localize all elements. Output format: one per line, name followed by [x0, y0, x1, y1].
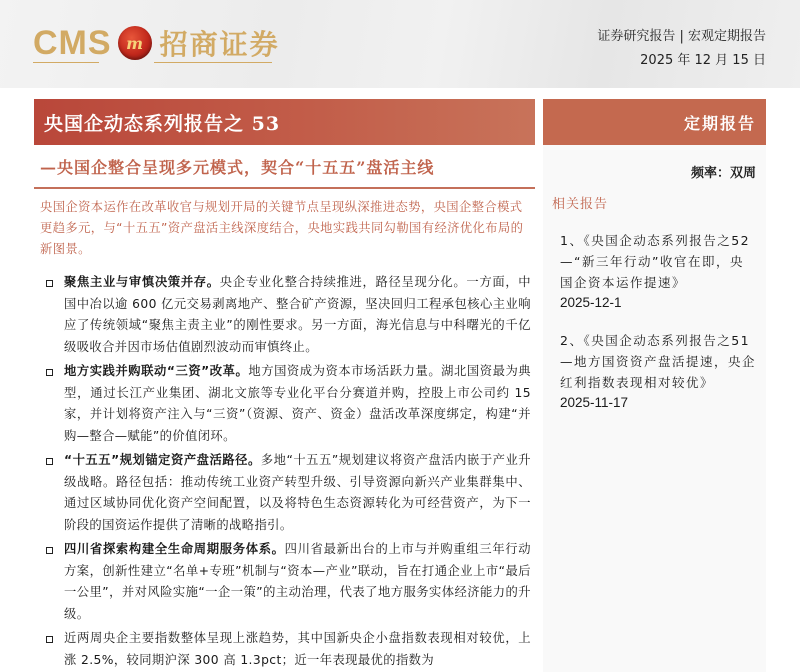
logo-latin-text: CMS: [33, 24, 112, 62]
key-point-heading: 四川省探索构建全生命周期服务体系。: [64, 542, 285, 556]
key-point-body: 四川省最新出台的上市与并购重组三年行动方案，创新性建立“名单+专班”机制与“资本—产业”联动，旨在打通企业上市“最后一公里”，并对风险实施“一企一策”的主动治理，代表了地方服务实体经济能力的升级。: [64, 542, 531, 621]
key-point-body: 央企专业化整合持续推进，路径呈现分化。一方面，中国中冶以逾 600 亿元交易剥离地产、整合矿产资源，坚决回归工程承包核心主业响应了传统领域“聚焦主责主业”的刚性要求。另一方面，海光信息与中科曙光的千亿级吸收合并因市场估值剧烈波动而审慎终止。: [64, 275, 531, 354]
key-point-body: 地方国资成为资本市场活跃力量。湖北国资最为典型，通过长江产业集团、湖北文旅等专业化平台分赛道并购，控股上市公司约 15 家，并计划将资产注入与“三资”（资源、资产、资金）盘活改革深度绑定，构建“并购—整合—赋能”的价值闭环。: [64, 364, 531, 443]
related-reports-heading: 相关报告: [552, 197, 609, 212]
report-meta: [597, 28, 766, 71]
sidebar-banner: [543, 99, 766, 145]
company-logo: [33, 22, 280, 64]
related-report-title[interactable]: 1、《央国企动态系列报告之52—“新三年行动”收官在即，央国企资本运作提速》: [560, 233, 751, 290]
key-point: [34, 628, 535, 671]
checkbox-bullet-icon: [46, 458, 53, 465]
related-report-date: 2025-12-1: [560, 295, 622, 310]
key-point-body: 多地“十五五”规划建议将资产盘活内嵌于产业升级战略。路径包括：推动传统工业资产转型升级、引导资源向新兴产业集群集中、通过区域协同优化资产空间配置，以及将特色生态资源转化为可经营资产，为下一阶段的国资运作提供了清晰的战略指引。: [64, 453, 531, 532]
key-point-heading: “十五五”规划锚定资产盘活路径。: [64, 453, 261, 467]
report-type: 证券研究报告 | 宏观定期报告: [597, 29, 766, 44]
main-column: [34, 99, 535, 672]
sidebar: [543, 99, 766, 672]
title-banner: [34, 99, 535, 145]
checkbox-bullet-icon: [46, 547, 53, 554]
related-report-item[interactable]: [560, 230, 756, 312]
logo-chinese-text: 招商证券: [159, 28, 280, 61]
checkbox-bullet-icon: [46, 636, 53, 643]
related-report-title[interactable]: 2、《央国企动态系列报告之51—地方国资资产盘活提速，央企红利指数表现相对较优》: [560, 333, 757, 390]
report-frequency: 频率：双周: [690, 166, 756, 181]
logo-badge-icon: m: [118, 26, 152, 60]
report-category: 定期报告: [683, 113, 756, 133]
logo-underline: [154, 62, 272, 63]
key-point: [34, 272, 535, 358]
page-subtitle: —央国企整合呈现多元模式，契合“十五五”盘活主线: [34, 145, 535, 189]
checkbox-bullet-icon: [46, 280, 53, 287]
key-points-list: [34, 272, 535, 671]
related-reports-list: [543, 230, 766, 412]
checkbox-bullet-icon: [46, 369, 53, 376]
report-date: 2025 年 12 月 15 日: [640, 53, 766, 68]
key-point-heading: 聚焦主业与审慎决策并存。: [64, 275, 220, 289]
report-header: [0, 0, 800, 88]
key-point: [34, 539, 535, 625]
logo-underline: [33, 62, 99, 63]
key-point: [34, 450, 535, 536]
summary-paragraph: 央国企资本运作在改革收官与规划开局的关键节点呈现纵深推进态势，央国企整合模式更趋多元，与“十五五”资产盘活主线深度结合，央地实践共同勾勒国有经济优化布局的新图景。: [40, 200, 524, 256]
key-point-body: 近两周央企主要指数整体呈现上涨趋势，其中国新央企小盘指数表现相对较优，上涨 2.5%，较同期沪深 300 高 1.3pct；近一年表现最优的指数为: [64, 631, 531, 667]
page-title: 央国企动态系列报告之 53: [44, 112, 281, 135]
related-report-date: 2025-11-17: [560, 395, 629, 410]
related-report-item[interactable]: [560, 330, 756, 412]
key-point-heading: 地方实践并购联动“三资”改革。: [64, 364, 249, 378]
key-point: [34, 361, 535, 447]
